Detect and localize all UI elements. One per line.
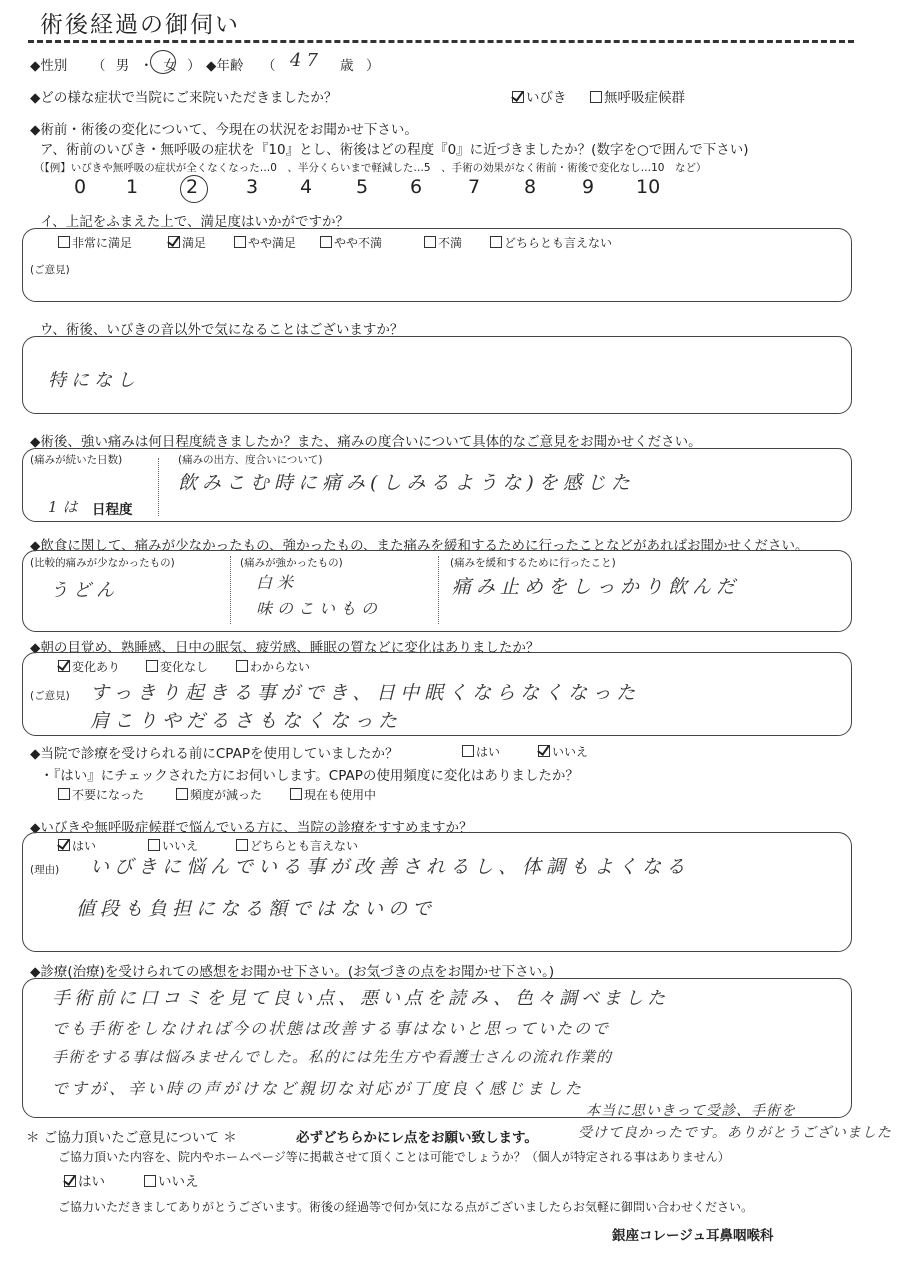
morning-line1[interactable]: すっきり起きる事ができ、日中眠くならなくなった	[90, 682, 641, 704]
food-divider-1	[230, 556, 231, 624]
recommend-line2[interactable]: 値段も負担になる額ではないので	[76, 898, 437, 920]
checkbox-icon	[236, 839, 248, 851]
morning-opinion-label: (ご意見)	[30, 690, 70, 702]
checkbox-icon	[320, 236, 332, 248]
age-open: （	[262, 58, 276, 74]
checkbox-icon	[490, 236, 502, 248]
change-question-a: ア、術前のいびき・無呼吸の症状を『10』とし、術後はどの程度『0』に近づきましたか？(数字を○で囲んで下さい)	[40, 142, 749, 158]
food-col3-value[interactable]: 痛み止めをしっかり飲んだ	[452, 576, 741, 598]
pain-detail-value[interactable]: 飲みこむ時に痛み(しみるような)を感じた	[178, 472, 635, 494]
checkbox-icon	[462, 745, 474, 757]
satisfaction-question: イ、上記をふまえた上で、満足度はいかがですか？	[40, 214, 350, 230]
impression-extra-2[interactable]: 受けて良かったです。ありがとうございました	[578, 1125, 892, 1141]
scale-number-7[interactable]: 7	[468, 176, 481, 198]
page-title: 術後経過の御伺い	[40, 12, 240, 38]
checkbox-icon	[58, 839, 70, 851]
food-col2-value2[interactable]: 味のこいもの	[256, 599, 383, 618]
scale-number-5[interactable]: 5	[356, 176, 369, 198]
satisfaction-opt-satisfied[interactable]: 満足	[168, 234, 206, 251]
satisfaction-opt-somewhat[interactable]: やや満足	[234, 234, 296, 251]
pain-days-value[interactable]: 1は	[48, 498, 83, 516]
checkbox-icon	[290, 788, 302, 800]
gender-options[interactable]: （ 男 ・ 女 ）	[92, 58, 204, 74]
clinic-name: 銀座コレージュ耳鼻咽喉科	[612, 1228, 774, 1244]
checkbox-icon	[144, 1175, 156, 1187]
food-col1-label: (比較的痛みが少なかったもの)	[30, 557, 175, 569]
food-col3-label: (痛みを緩和するために行ったこと)	[450, 557, 616, 569]
thanks-message: ご協力いただきましてありがとうございます。術後の経過等で何か気になる点がございましたらお気軽に御問い合わせください。	[58, 1200, 754, 1214]
scale-number-3[interactable]: 3	[246, 176, 259, 198]
recommend-line1[interactable]: いびきに悩んでいる事が改善されるし、体調もよくなる	[90, 856, 691, 878]
scale-number-2[interactable]: 2	[186, 176, 199, 198]
concern-answer[interactable]: 特になし	[48, 370, 140, 391]
checkbox-icon	[590, 91, 602, 103]
concern-box	[22, 336, 852, 414]
pain-divider	[158, 458, 159, 516]
cpap-sub-opt-3[interactable]: 現在も使用中	[290, 786, 376, 803]
pain-days-label: (痛みが続いた日数)	[30, 454, 123, 466]
satisfaction-opt-very[interactable]: 非常に満足	[58, 234, 132, 251]
age-label: ◆年齢	[206, 58, 244, 74]
change-example: （【例】いびきや無呼吸の症状が全くなくなった…0 、半分くらいまで軽減した…5 、手術の効果がなく術前・術後で変化なし…10 など）	[34, 162, 707, 174]
pain-question: ◆術後、強い痛みは何日程度続きましたか？また、痛みの度合いについて具体的なご意見をお聞かせください。	[30, 434, 702, 450]
satisfaction-opt-somewhat-dis[interactable]: やや不満	[320, 234, 382, 251]
cpap-sub-opt-1[interactable]: 不要になった	[58, 786, 144, 803]
cpap-question: ◆当院で診療を受けられる前にCPAPを使用していましたか？	[30, 746, 399, 762]
recommend-box	[22, 832, 852, 952]
symptom-question: ◆どの様な症状で当院にご来院いただきましたか？	[30, 90, 338, 106]
scale-selected-circle	[180, 175, 208, 203]
impression-line-4[interactable]: ですが、辛い時の声がけなど親切な対応が丁度良く感じました	[52, 1079, 585, 1098]
food-col2-label: (痛みが強かったもの)	[240, 557, 343, 569]
consent-opt-yes[interactable]: はい	[64, 1170, 105, 1190]
consent-heading: ＊ ご協力頂いたご意見について ＊	[26, 1130, 237, 1146]
morning-question: ◆朝の目覚め、熟睡感、日中の眠気、疲労感、睡眠の質などに変化はありましたか？	[30, 640, 540, 656]
food-divider-2	[438, 556, 439, 624]
age-value[interactable]: 47	[290, 50, 323, 71]
cpap-sub-question: ・『はい』にチェックされた方にお伺いします。CPAPの使用頻度に変化はありましたか？	[40, 768, 579, 784]
title-divider	[28, 40, 854, 43]
morning-line2[interactable]: 肩こりやだるさもなくなった	[90, 710, 403, 732]
consent-question: ご協力頂いた内容を、院内やホームページ等に掲載させて頂くことは可能でしょうか？（個人が特定される事はありません）	[58, 1150, 730, 1164]
impression-extra-1[interactable]: 本当に思いきって受診、手術を	[586, 1103, 796, 1119]
concern-question: ウ、術後、いびきの音以外で気になることはございますか？	[40, 322, 404, 338]
symptom-option-apnea[interactable]: 無呼吸症候群	[590, 86, 685, 106]
recommend-question: ◆いびきや無呼吸症候群で悩んでいる方に、当院の診療をすすめますか？	[30, 820, 473, 836]
checkbox-icon	[58, 660, 70, 672]
impression-line-3[interactable]: 手術をする事は悩みませんでした。私的には先生方や看護士さんの流れ作業的	[52, 1048, 613, 1066]
morning-opt-changed[interactable]: 変化あり	[58, 658, 120, 675]
scale-number-6[interactable]: 6	[410, 176, 423, 198]
checkbox-icon	[168, 236, 180, 248]
satisfaction-opt-neither[interactable]: どちらとも言えない	[490, 234, 612, 251]
checkbox-icon	[148, 839, 160, 851]
consent-opt-no[interactable]: いいえ	[144, 1170, 199, 1190]
consent-heading-bold: 必ずどちらかにレ点をお願い致します。	[296, 1130, 538, 1146]
impression-question: ◆診療(治療)を受けられての感想をお聞かせ下さい。(お気づきの点をお聞かせ下さい。)	[30, 964, 555, 980]
morning-opt-unknown[interactable]: わからない	[236, 658, 310, 675]
scale-number-9[interactable]: 9	[582, 176, 595, 198]
change-header: ◆術前・術後の変化について、今現在の状況をお聞かせ下さい。	[30, 122, 418, 138]
cpap-opt-no[interactable]: いいえ	[538, 743, 588, 760]
age-close: ）	[366, 58, 380, 74]
gender-label: ◆性別	[30, 58, 68, 74]
satisfaction-opinion-label: (ご意見)	[30, 264, 70, 276]
scale-number-0[interactable]: 0	[74, 176, 87, 198]
recommend-opt-yes[interactable]: はい	[58, 837, 96, 854]
pain-detail-label: (痛みの出方、度合いについて)	[178, 454, 323, 466]
checkbox-icon	[146, 660, 158, 672]
checkbox-icon	[176, 788, 188, 800]
checkbox-icon	[236, 660, 248, 672]
impression-line-2[interactable]: でも手術をしなければ今の状態は改善する事はないと思っていたので	[52, 1019, 611, 1038]
scale-number-8[interactable]: 8	[524, 176, 537, 198]
gender-circle-mark	[150, 50, 176, 74]
morning-opt-nochange[interactable]: 変化なし	[146, 658, 208, 675]
impression-line-1[interactable]: 手術前に口コミを見て良い点、悪い点を読み、色々調べました	[52, 988, 670, 1009]
food-col1-value[interactable]: うどん	[50, 580, 119, 601]
checkbox-icon	[58, 236, 70, 248]
checkbox-icon	[64, 1175, 76, 1187]
scale-number-4[interactable]: 4	[300, 176, 313, 198]
food-col2-value1[interactable]: 白米	[256, 573, 299, 592]
pain-days-unit: 日程度	[92, 502, 133, 518]
age-unit: 歳	[340, 58, 354, 74]
recommend-reason-label: (理由)	[30, 864, 60, 876]
scale-number-10[interactable]: 10	[636, 176, 661, 198]
satisfaction-opt-dissatisfied[interactable]: 不満	[424, 234, 462, 251]
checkbox-icon	[512, 91, 524, 103]
scale-number-1[interactable]: 1	[126, 176, 139, 198]
checkbox-icon	[424, 236, 436, 248]
checkbox-icon	[58, 788, 70, 800]
symptom-option-snoring[interactable]: いびき	[512, 86, 567, 106]
recommend-opt-neither[interactable]: どちらとも言えない	[236, 837, 358, 854]
checkbox-icon	[234, 236, 246, 248]
cpap-sub-opt-2[interactable]: 頻度が減った	[176, 786, 262, 803]
cpap-opt-yes[interactable]: はい	[462, 743, 500, 760]
recommend-opt-no[interactable]: いいえ	[148, 837, 198, 854]
food-question: ◆飲食に関して、痛みが少なかったもの、強かったもの、また痛みを緩和するために行ったことなどがあればお聞かせください。	[30, 538, 809, 554]
checkbox-icon	[538, 745, 550, 757]
